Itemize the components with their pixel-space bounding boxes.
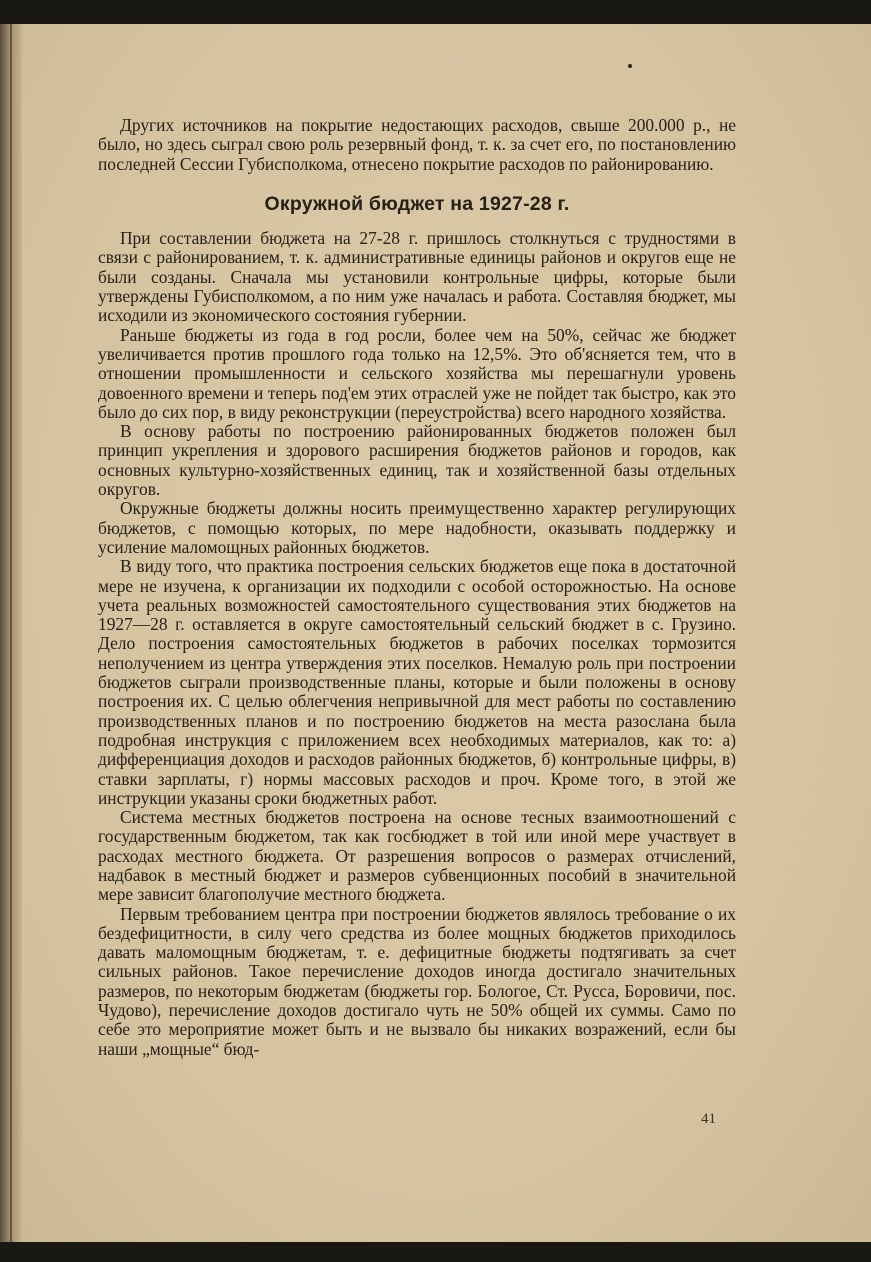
body-paragraph-2: Раньше бюджеты из года в год росли, более чем на 50%, сейчас же бюджет увеличивается против прошлого года только на 12,5%. Это об'ясняется тем, что в отношении промышленности и сельского хозяйства мы перешагнули уровень довоенного времени и теперь под'ем этих отраслей уже не пойдет так быстро, как это было до сих пор, в виду реконструкции (переустройства) всего народного хозяйства.: [98, 324, 736, 422]
body-paragraph-1: При составлении бюджета на 27-28 г. пришлось столкнуться с трудностями в связи с районированием, т. к. административные единицы районов и округов еще не были созданы. Сначала мы установили контрольные цифры, которые были утверждены Губисполкомом, а по ним уже началась и работа. Составляя бюджет, мы исходили из экономического состояния губернии.: [98, 228, 736, 326]
ink-speck: [628, 64, 632, 68]
body-paragraph-4: Окружные бюджеты должны носить преимущественно характер регулирующих бюджетов, с помощью которых, по мере надобности, оказывать поддержку и усиление маломощных районных бюджетов.: [98, 498, 736, 557]
body-paragraph-5: В виду того, что практика построения сельских бюджетов еще пока в достаточной мере не изучена, к организации их подходили с особой осторожностью. На основе учета реальных возможностей самостоятельного существования этих бюджетов на 1927—28 г. оставляется в округе самостоятельный сельский бюджет в с. Грузино. Дело построения самостоятельных бюджетов в рабочих поселках тормозится неполучением из центра утверждения этих поселков. Немалую роль при построении бюджетов сыграли производственные планы, которые и были положены в основу построения их. С целью облегчения непривычной для мест работы по составлению производственных планов и по построению бюджетов на места разослана была подробная инструкция с приложением всех необходимых материалов, как то: а) дифференциация доходов и расходов районных бюджетов, б) контрольные цифры, в) ставки зарплаты, г) нормы массовых расходов и проч. Кроме того, в этой же инструкции указаны сроки бюджетных работ.: [98, 556, 736, 808]
intro-paragraph: Других источников на покрытие недостающих расходов, свыше 200.000 р., не было, но здесь сыграл свою роль резервный фонд, т. к. за счет его, по постановлению последней Сессии Губисполкома, отнесено покрытие расходов по районированию.: [98, 115, 736, 174]
page-text-column: [98, 116, 736, 1059]
body-paragraph-6: Система местных бюджетов построена на основе тесных взаимоотношений с государственным бюджетом, так как госбюджет в той или иной мере участвует в расходах местного бюджета. От разрешения вопросов о размерах отчислений, надбавок в местный бюджет и размеров субвенционных пособий в значительной мере зависит благополучие местного бюджета.: [98, 807, 736, 905]
section-heading: Окружной бюджет на 1927-28 г.: [264, 192, 570, 215]
body-paragraph-7: Первым требованием центра при построении бюджетов являлось требование о их бездефицитности, в силу чего средства из более мощных бюджетов приходилось давать маломощным бюджетам, т. е. дефицитные бюджеты подтягивать за счет сильных районов. Такое перечисление доходов иногда достигало значительных размеров, по некоторым бюджетам (бюджеты гор. Бологое, Ст. Русса, Боровичи, пос. Чудово), перечисление доходов достигало чуть не 50% общей их суммы. Само по себе это мероприятие может быть и не вызвало бы никаких возражений, если бы наши „мощные“ бюд-: [98, 903, 736, 1059]
book-page: [0, 24, 871, 1242]
spine-edge-line: [10, 24, 12, 1242]
page-number: 41: [701, 1111, 716, 1127]
book-spine: [0, 24, 22, 1242]
body-paragraph-3: В основу работы по построению районированных бюджетов положен был принцип укрепления и здорового расширения бюджетов районов и городов, как основных культурно-хозяйственных единиц, так и хозяйственной базы отдельных округов.: [98, 421, 736, 500]
